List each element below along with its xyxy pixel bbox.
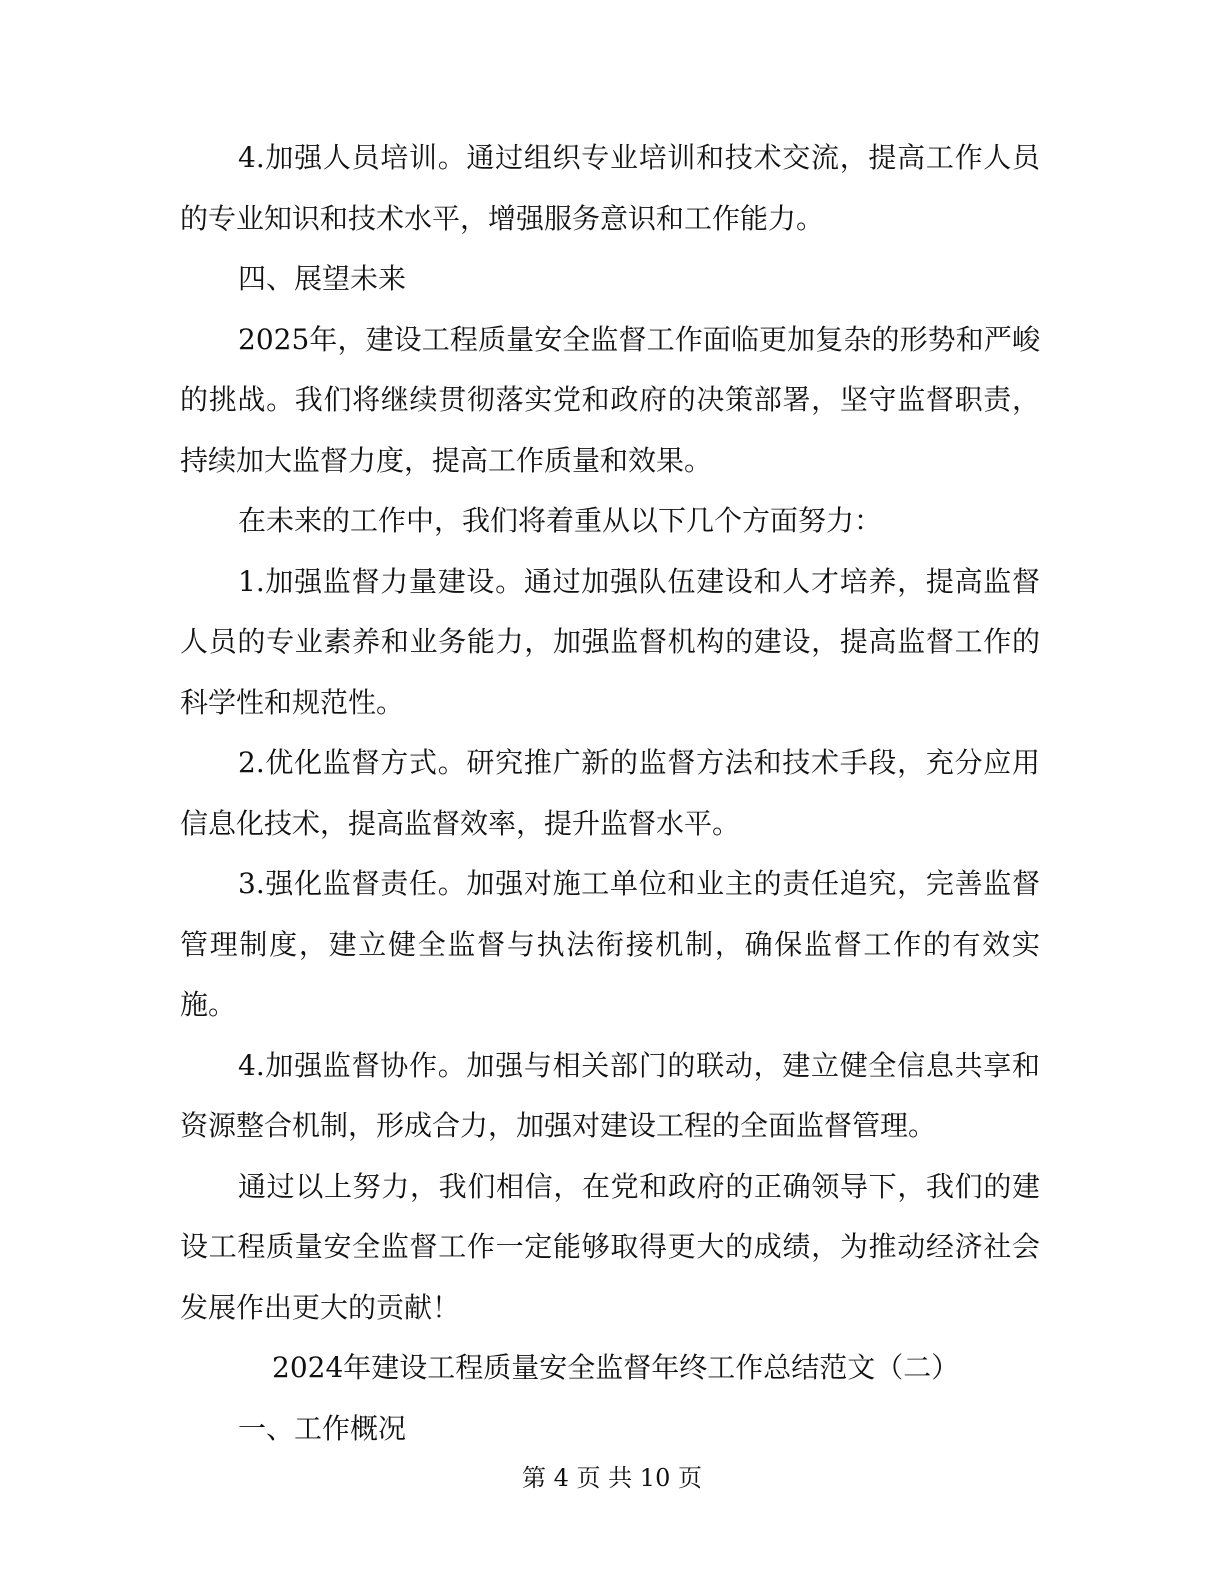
paragraph-future-intro: 在未来的工作中，我们将着重从以下几个方面努力：	[238, 504, 883, 537]
paragraph-training: 4.加强人员培训。通过组织专业培训和技术交流，提高工作人员的专业知识和技术水平，增强服务意识和工作能力。	[180, 141, 1040, 235]
paragraph-conclusion: 通过以上努力，我们相信，在党和政府的正确领导下，我们的建设工程质量安全监督工作一定能够取得更大的成绩，为推动经济社会发展作出更大的贡献！	[180, 1169, 1040, 1324]
section-heading-outlook: 四、展望未来	[238, 262, 407, 295]
section-heading-overview: 一、工作概况	[238, 1411, 407, 1445]
paragraph-item-2: 2.优化监督方式。研究推广新的监督方法和技术手段，充分应用信息化技术，提高监督效率，提升监督水平。	[180, 746, 1040, 840]
paragraph-item-4: 4.加强监督协作。加强与相关部门的联动，建立健全信息共享和资源整合机制，形成合力，加强对建设工程的全面监督管理。	[180, 1048, 1040, 1142]
second-document-title: 2024年建设工程质量安全监督年终工作总结范文（二）	[272, 1351, 960, 1384]
paragraph-item-3: 3.强化监督责任。加强对施工单位和业主的责任追究，完善监督管理制度，建立健全监督与执法衔接机制，确保监督工作的有效实施。	[180, 867, 1040, 1021]
paragraph-item-1: 1.加强监督力量建设。通过加强队伍建设和人才培养，提高监督人员的专业素养和业务能力，加强监督机构的建设，提高监督工作的科学性和规范性。	[180, 564, 1040, 719]
page-number-footer: 第 4 页 共 10 页	[522, 1464, 702, 1492]
paragraph-outlook-2025: 2025年，建设工程质量安全监督工作面临更加复杂的形势和严峻的挑战。我们将继续贯彻落实党和政府的决策部署，坚守监督职责，持续加大监督力度，提高工作质量和效果。	[180, 322, 1040, 477]
document-body	[180, 128, 1040, 1459]
